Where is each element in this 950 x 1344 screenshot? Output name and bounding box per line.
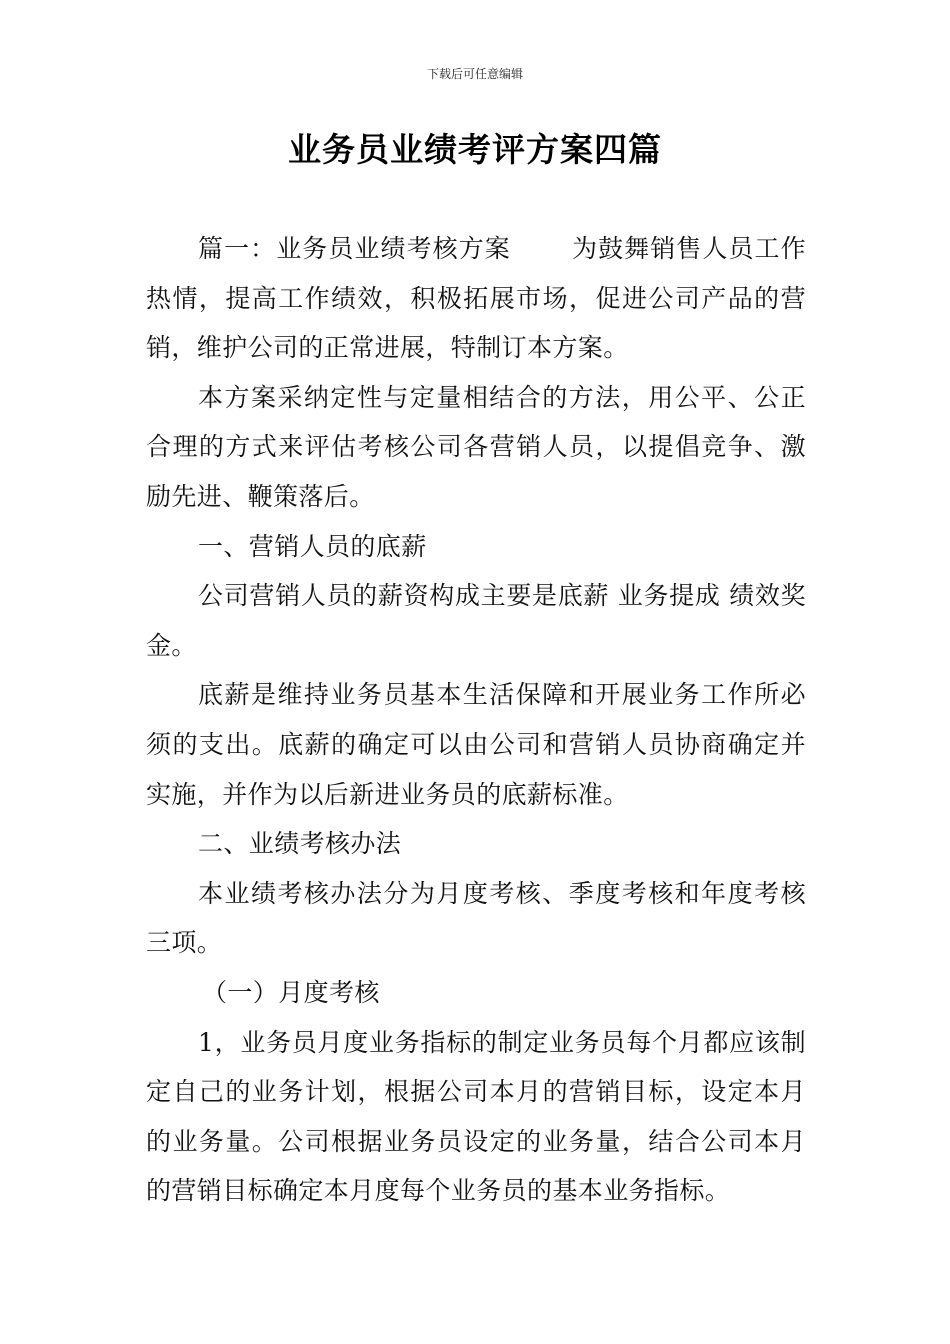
document-title: 业务员业绩考评方案四篇 xyxy=(288,130,662,169)
paragraph-assessment-types: 本业绩考核办法分为月度考核、季度考核和年度考核三项。 xyxy=(146,878,806,958)
section-heading-assessment: 二、业绩考核办法 xyxy=(198,829,402,859)
header-note: 下载后可任意编辑 xyxy=(426,67,523,81)
paragraph-monthly-target: 1，业务员月度业务指标的制定业务员每个月都应该制定自己的业务计划，根据公司本月的营销目标，设定本月的业务量。公司根据业务员设定的业务量，结合公司本月的营销目标确定本月度每个业务员的基本业务指标。 xyxy=(146,1027,806,1206)
subsection-heading-monthly: （一）月度考核 xyxy=(202,977,380,1007)
section-heading-base-salary: 一、营销人员的底薪 xyxy=(198,531,427,561)
paragraph-method: 本方案采纳定性与定量相结合的方法，用公平、公正合理的方式来评估考核公司各营销人员，以提倡竞争、激励先进、鞭策落后。 xyxy=(146,382,806,511)
paragraph-salary-structure: 公司营销人员的薪资构成主要是底薪 业务提成 绩效奖金。 xyxy=(146,581,806,660)
paragraph-intro: 篇一：业务员业绩考核方案 为鼓舞销售人员工作热情，提高工作绩效，积极拓展市场，促进公司产品的营销，维护公司的正常进展，特制订本方案。 xyxy=(146,234,806,363)
document-body xyxy=(146,224,806,1216)
paragraph-base-salary: 底薪是维持业务员基本生活保障和开展业务工作所必须的支出。底薪的确定可以由公司和营销人员协商确定并实施，并作为以后新进业务员的底薪标准。 xyxy=(146,680,806,809)
